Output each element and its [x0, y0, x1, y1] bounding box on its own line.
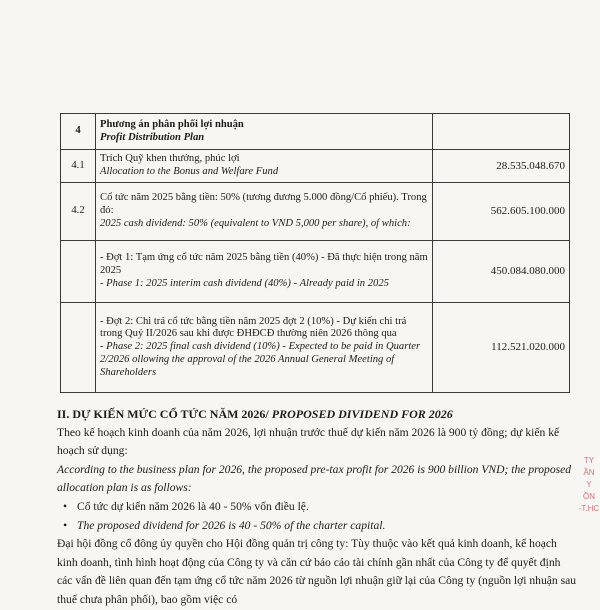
row-text-vi: - Đợt 1: Tạm ứng cổ tức năm 2025 bằng tiền (40%) - Đã thực hiện trong năm 2025 [100, 252, 428, 277]
row-amount: 112.521.020.000 [433, 303, 570, 393]
row-text-en: Profit Distribution Plan [100, 131, 205, 143]
row-text-vi: Cổ tức năm 2025 bằng tiền: 50% (tương đương 5.000 đồng/Cổ phiếu). Trong đó: [100, 192, 427, 217]
bullet-text: Cổ tức dự kiến năm 2026 là 40 - 50% vốn điều lệ. [77, 499, 309, 513]
row-amount: 450.084.080.000 [433, 241, 570, 303]
row-text-en: - Phase 1: 2025 interim cash dividend (40%) - Already paid in 2025 [100, 277, 389, 289]
bullet-dot-icon: • [63, 499, 68, 513]
stamp-line: ỒN [583, 492, 595, 501]
table-row [61, 241, 570, 303]
row-amount: 562.605.100.000 [433, 183, 570, 241]
row-number: 4 [61, 114, 96, 150]
table-row [61, 150, 570, 183]
bullet-item [57, 498, 577, 517]
row-text-en: - Phase 2: 2025 final cash dividend (10%) - Expected to be paid in Quarter 2/2026 ollowing the approval of the 2026 Annual General Meeting of Shareholders [100, 341, 421, 378]
row-number [61, 303, 96, 393]
profit-distribution-table [60, 113, 570, 393]
row-description [96, 303, 433, 393]
bullet-text: The proposed dividend for 2026 is 40 - 50% of the charter capital. [77, 518, 386, 532]
stamp-line: Y [586, 480, 592, 489]
seal-stamp-fragment [578, 455, 600, 515]
bullet-item [57, 517, 577, 536]
bullet-dot-icon: • [63, 518, 68, 532]
heading-en: PROPOSED DIVIDEND FOR 2026 [271, 407, 453, 421]
row-amount: 28.535.048.670 [433, 150, 570, 183]
table-row [61, 183, 570, 241]
heading-vi: II. DỰ KIẾN MỨC CỔ TỨC NĂM 2026/ [57, 407, 272, 421]
section-heading [57, 405, 577, 424]
paragraph-vi: Theo kế hoạch kinh doanh của năm 2026, lợi nhuận trước thuế dự kiến năm 2026 là 900 tỷ đồng; dự kiến kế hoạch sử dụng: [57, 425, 560, 458]
paragraph-en: According to the business plan for 2026, the proposed pre-tax profit for 2026 is 900 billion VND; the proposed allocation plan is as follows: [57, 462, 572, 495]
dividend-section [57, 405, 577, 610]
row-description [96, 150, 433, 183]
row-text-vi: Phương án phân phối lợi nhuận [100, 118, 244, 130]
row-number [61, 241, 96, 303]
stamp-line: TY [583, 456, 595, 465]
stamp-line: -T.HC [578, 504, 600, 513]
table-row [61, 114, 570, 150]
row-description [96, 114, 433, 150]
row-number: 4.2 [61, 183, 96, 241]
row-text-en: Allocation to the Bonus and Welfare Fund [100, 166, 279, 177]
row-number: 4.1 [61, 150, 96, 183]
stamp-line: ẦN [583, 468, 595, 477]
row-description [96, 183, 433, 241]
paragraph-authorization: Đại hội đồng cổ đông ủy quyền cho Hội đồng quản trị công ty: Tùy thuộc vào kết quả kinh doanh, kế hoạch kinh doanh, tình hình hoạt động của Công ty và căn cứ báo cáo tài chính gần nhất của Công ty để quyết định các vấn đề liên quan đến tạm ứng cổ tức năm 2026 từ nguồn lợi nhuận giữ lại của Công ty (nguồn lợi nhuận sau thuế chưa phân phối), bao gồm việc có [57, 537, 577, 606]
table-row [61, 303, 570, 393]
row-amount [433, 114, 570, 150]
row-text-en: 2025 cash dividend: 50% (equivalent to VND 5,000 per share), of which: [100, 217, 411, 229]
row-text-vi: Trích Quỹ khen thưởng, phúc lợi [100, 153, 240, 165]
row-text-vi: - Đợt 2: Chi trả cổ tức bằng tiền năm 2025 đợt 2 (10%) - Dự kiến chi trả trong Quý II/2026 sau khi được ĐHĐCĐ thường niên 2026 thông qua [100, 315, 407, 340]
row-description [96, 241, 433, 303]
